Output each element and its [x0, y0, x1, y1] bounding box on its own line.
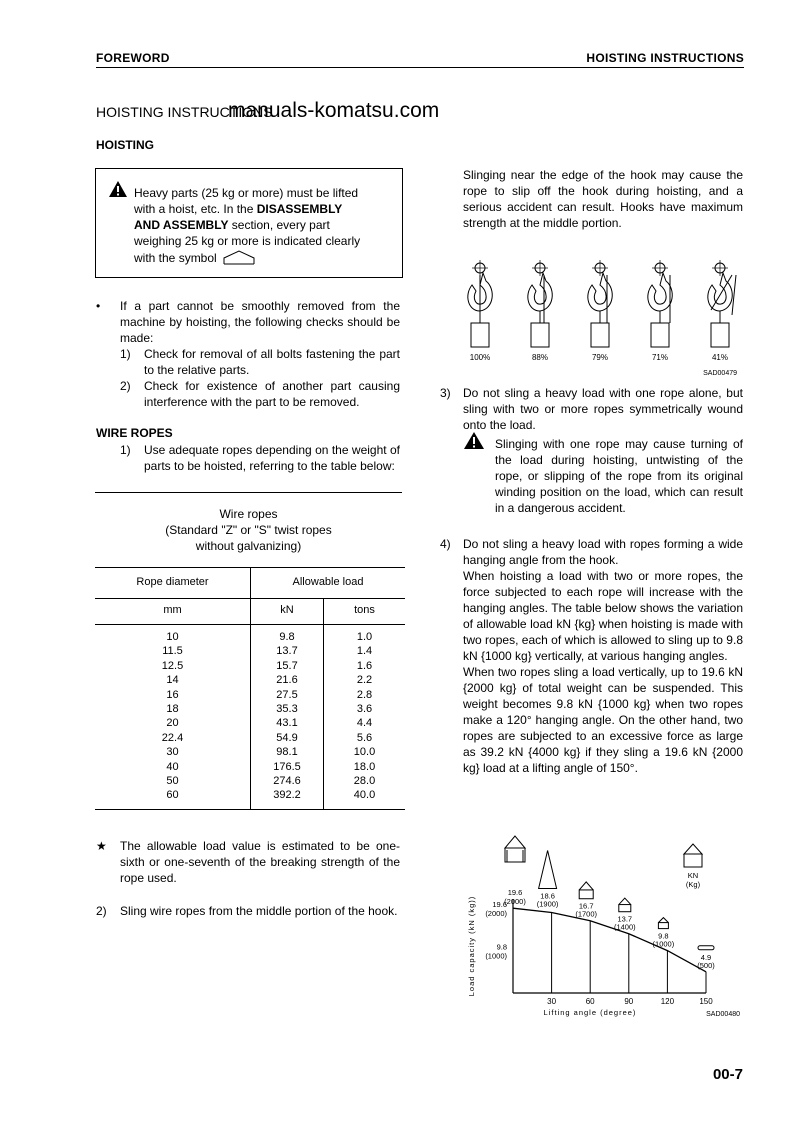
tons-cell: 1.6	[356, 659, 373, 672]
item-4-text: Do not sling a heavy load with ropes forming a wide hanging angle from the hook. When hoisting a load with two or more ropes, the force subjected to each rope will increase with the hanging angles. The table below shows the variation of allowable load kN {kg} when hoisting is made with two ropes, each of which is allowed to sling up to 9.8 kN {1000 kg} vertically, at various hanging angles. When two ropes sling a load vertically, up to 19.6 kN {2000 kg} of total weight can be suspended. This weight becomes 9.8 kN {1000 kg} when two ropes make a 120° hanging angle. On the other hand, two ropes are subjected to an excessive force as large as 39.2 kN {4000 kg} if they sling a 19.6 kN {2000 kg} load at a lifting angle of 150°.	[463, 537, 743, 775]
tons-cell: 1.4	[356, 645, 373, 658]
tons-cell: 1.0	[356, 631, 373, 643]
mm-cell: 20	[166, 717, 179, 730]
header-rule	[96, 67, 744, 68]
tons-cell: 5.6	[356, 731, 373, 744]
warning-text: Heavy parts (25 kg or more) must be lifted with a hoist, etc. In the DISASSEMBLY AND ASSEMBLY section, every part weighing 25 kg or more is indicated clearly with the symbol	[134, 186, 361, 265]
wire-ropes-caption: Wire ropes (Standard "Z" or "S" twist ropes without galvanizing)	[165, 507, 332, 553]
warning-icon	[463, 431, 485, 450]
item-4-num: 4)	[440, 537, 451, 551]
point-label-kg: (1400)	[613, 922, 636, 932]
tons-cell: 10.0	[353, 746, 376, 759]
header-right: HOISTING INSTRUCTIONS	[586, 51, 744, 65]
x-tick-label: 60	[585, 997, 595, 1006]
point-label-kg: (2000)	[504, 897, 526, 906]
tons-cell: 2.2	[356, 674, 373, 687]
kn-cell: 176.5	[273, 760, 301, 773]
bullet-text: If a part cannot be smoothly removed from the machine by hoisting, the following checks should be made:	[120, 299, 400, 345]
point-label-kg: (500)	[697, 960, 715, 970]
load-icon	[658, 918, 668, 929]
kn-cell: 35.3	[276, 703, 298, 716]
y-tick-kn: 9.8	[496, 942, 507, 952]
chart-figure-code: SAD00480	[706, 1011, 740, 1018]
hook-edge-text: Slinging near the edge of the hook may cause the rope to slip off the hook during hoisting, and a serious accident can result. Hooks have maximum strength at the middle portion.	[463, 168, 743, 230]
point-label-kn: 16.7	[578, 901, 594, 911]
load-icon	[619, 898, 631, 912]
kn-cell: 13.7	[276, 645, 298, 658]
mm-cell: 22.4	[161, 731, 184, 744]
y-axis-title: Load capacity (kN (kg))	[467, 895, 476, 997]
x-tick-label: 30	[547, 997, 557, 1006]
wire-ropes-item-num: 1)	[120, 443, 131, 457]
column-tons-values	[324, 630, 405, 803]
point-label-kg: (1700)	[575, 909, 598, 919]
hook-strength-label: 79%	[591, 353, 609, 362]
column-mm-values	[95, 630, 250, 803]
hook-drawing-1	[528, 260, 552, 362]
hook-strength-figure	[455, 255, 745, 380]
load-icon-vertical	[505, 836, 525, 862]
kn-cell: 54.9	[276, 731, 298, 744]
mm-cell: 30	[166, 746, 179, 759]
hook-drawing-0	[468, 260, 492, 362]
mm-cell: 12.5	[161, 659, 184, 672]
tons-cell: 28.0	[353, 775, 376, 788]
column-kn-values	[251, 630, 323, 803]
chart-legend	[684, 844, 702, 889]
mm-cell: 16	[166, 688, 179, 701]
mm-cell: 50	[166, 775, 179, 788]
kn-cell: 27.5	[276, 688, 298, 701]
star-icon: ★	[96, 839, 107, 853]
check-1-num: 1)	[120, 347, 131, 361]
warning-icon	[108, 180, 128, 198]
mm-cell: 11.5	[162, 645, 183, 658]
tons-cell: 4.4	[356, 717, 373, 730]
col-allowable-load: Allowable load	[292, 576, 364, 588]
unit-kn: kN	[280, 604, 294, 616]
y-tick-kg: (2000)	[485, 909, 507, 919]
load-icon	[539, 851, 557, 889]
point-label-kn: 4.9	[700, 952, 712, 962]
legend-unit-kn: KN	[687, 871, 699, 880]
item-2-num: 2)	[96, 904, 107, 918]
hoist-symbol-icon	[222, 249, 256, 265]
check-2-num: 2)	[120, 379, 131, 393]
item-3-text: Do not sling a heavy load with one rope alone, but sling with two or more ropes symmetrically wound onto the load.	[463, 386, 743, 432]
wire-ropes-item-text: Use adequate ropes depending on the weight of parts to be hoisted, referring to the table below:	[144, 443, 400, 473]
mm-cell: 10	[166, 631, 179, 643]
x-tick-label: 150	[699, 997, 713, 1006]
star-note-text: The allowable load value is estimated to be one-sixth or one-seventh of the breaking strength of the rope used.	[120, 839, 400, 885]
kn-cell: 9.8	[279, 631, 295, 643]
tons-cell: 18.0	[353, 760, 376, 773]
hook-drawing-3	[648, 260, 672, 362]
hook-drawing-2	[588, 260, 612, 362]
y-tick-kn: 19.6	[492, 900, 507, 910]
kn-cell: 43.1	[276, 717, 298, 730]
point-label-kg: (1000)	[652, 939, 675, 949]
point-label-kn: 13.7	[617, 914, 633, 924]
item-3-warning: Slinging with one rope may cause turning of the load during hoisting, untwisting of the rope, or slipping of the rope from its original winding position on the load, which can result in a dangerous accident.	[495, 437, 743, 515]
tons-cell: 40.0	[353, 789, 376, 802]
unit-mm: mm	[163, 604, 182, 616]
kn-cell: 392.2	[273, 789, 301, 802]
kn-cell: 15.7	[276, 659, 298, 672]
watermark-text: manuals-komatsu.com	[228, 99, 440, 122]
x-tick-label: 120	[660, 997, 675, 1006]
hook-drawing-4	[708, 260, 736, 362]
header-left: FOREWORD	[96, 51, 170, 65]
item-3-num: 3)	[440, 386, 451, 400]
kn-cell: 21.6	[276, 674, 298, 687]
y-tick-kg: (1000)	[485, 951, 507, 961]
unit-tons: tons	[354, 604, 375, 616]
table-bottom-rule	[95, 809, 405, 810]
check-2-text: Check for existence of another part causing interference with the part to be removed.	[144, 379, 400, 409]
x-tick-label: 90	[624, 997, 634, 1006]
load-curve	[513, 908, 706, 972]
load-icon	[579, 882, 593, 899]
x-axis-title: Lifting angle (degree)	[543, 1008, 637, 1017]
point-label-kn: 19.6	[507, 888, 523, 897]
mm-cell: 40	[166, 760, 179, 773]
point-label-kn: 18.6	[540, 891, 555, 901]
wire-ropes-heading: WIRE ROPES	[96, 426, 173, 440]
mm-cell: 60	[166, 789, 179, 802]
point-label-kn: 9.8	[658, 931, 669, 941]
item-2-text: Sling wire ropes from the middle portion of the hook.	[120, 904, 398, 918]
mm-cell: 14	[166, 674, 179, 687]
load-icon	[698, 946, 714, 950]
load-capacity-chart	[460, 828, 745, 1023]
hook-figure-code: SAD00479	[703, 370, 737, 377]
section-heading: HOISTING	[96, 138, 155, 152]
col-rope-diameter: Rope diameter	[136, 576, 209, 588]
tons-cell: 2.8	[356, 688, 373, 701]
check-1-text: Check for removal of all bolts fastening the part to the relative parts.	[144, 347, 400, 377]
hook-strength-label: 100%	[469, 353, 491, 362]
tons-cell: 3.6	[356, 703, 373, 716]
hook-strength-label: 88%	[531, 353, 549, 362]
hook-strength-label: 41%	[711, 353, 729, 362]
hook-strength-label: 71%	[651, 353, 669, 362]
point-label-kg: (1900)	[536, 899, 559, 909]
page-title: HOISTING INSTRUCTIONS	[96, 104, 273, 120]
wire-ropes-rule	[95, 492, 402, 493]
bullet-mark: •	[96, 299, 101, 313]
kn-cell: 274.6	[273, 775, 301, 788]
kn-cell: 98.1	[276, 746, 298, 759]
mm-cell: 18	[166, 703, 179, 716]
page-number: 00-7	[712, 1066, 743, 1083]
legend-unit-kg: (Kg)	[685, 880, 701, 889]
